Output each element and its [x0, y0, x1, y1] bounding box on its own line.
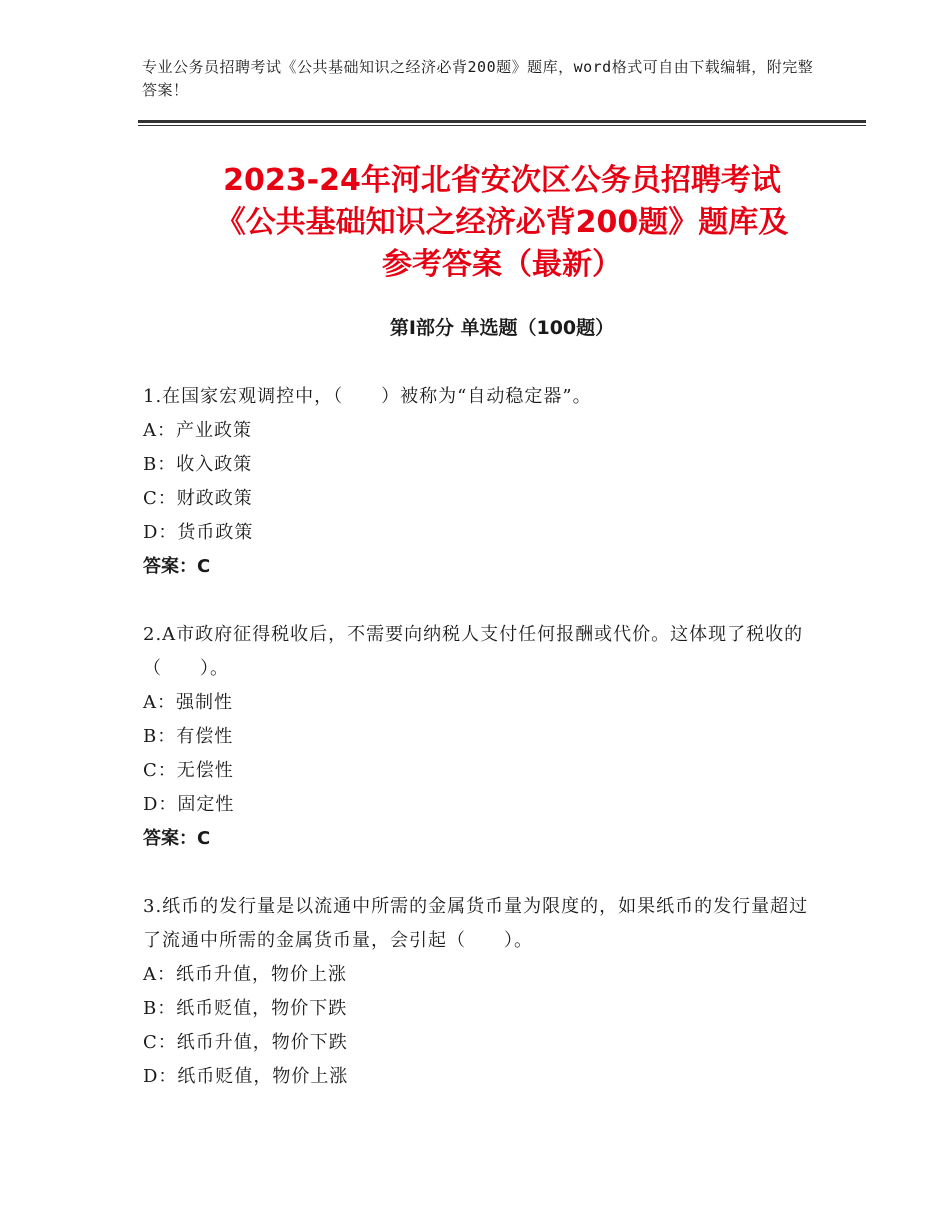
- document-title: [138, 160, 866, 286]
- header-divider-thick: [138, 120, 866, 123]
- option-b: B：有偿性: [143, 726, 234, 747]
- answer: 答案：C: [143, 556, 211, 577]
- title-line-2: 《公共基础知识之经济必背200题》题库及: [215, 205, 789, 240]
- option-a: A：纸币升值，物价上涨: [143, 964, 347, 985]
- option-a: A：产业政策: [143, 420, 252, 441]
- option-c: C：纸币升值，物价下跌: [143, 1032, 348, 1053]
- question-text: 2.A市政府征得税收后，不需要向纳税人支付任何报酬或代价。这体现了税收的（ ）。: [143, 624, 804, 679]
- option-d: D：固定性: [143, 794, 235, 815]
- answer: 答案：C: [143, 828, 211, 849]
- option-b: B：纸币贬值，物价下跌: [143, 998, 348, 1019]
- option-d: D：纸币贬值，物价上涨: [143, 1066, 349, 1087]
- question-text: 3.纸币的发行量是以流通中所需的金属货币量为限度的，如果纸币的发行量超过了流通中所需的金属货币量，会引起（ ）。: [143, 896, 809, 951]
- title-line-1: 2023-24年河北省安次区公务员招聘考试: [223, 163, 781, 198]
- question-2: [143, 618, 823, 856]
- option-a: A：强制性: [143, 692, 233, 713]
- option-c: C：无偿性: [143, 760, 234, 781]
- option-c: C：财政政策: [143, 488, 253, 509]
- option-d: D：货币政策: [143, 522, 254, 543]
- option-b: B：收入政策: [143, 454, 253, 475]
- question-1: [143, 380, 823, 584]
- question-3: [143, 890, 823, 1094]
- title-line-3: 参考答案（最新）: [382, 247, 622, 282]
- header-divider-thin: [138, 125, 866, 126]
- question-list: [143, 380, 823, 1128]
- question-text: 1.在国家宏观调控中，（ ）被称为“自动稳定器”。: [143, 386, 592, 407]
- header-note: 专业公务员招聘考试《公共基础知识之经济必背200题》题库，word格式可自由下载编辑，附完整答案！: [142, 58, 814, 99]
- part-heading: 第Ⅰ部分 单选题（100题）: [389, 317, 615, 339]
